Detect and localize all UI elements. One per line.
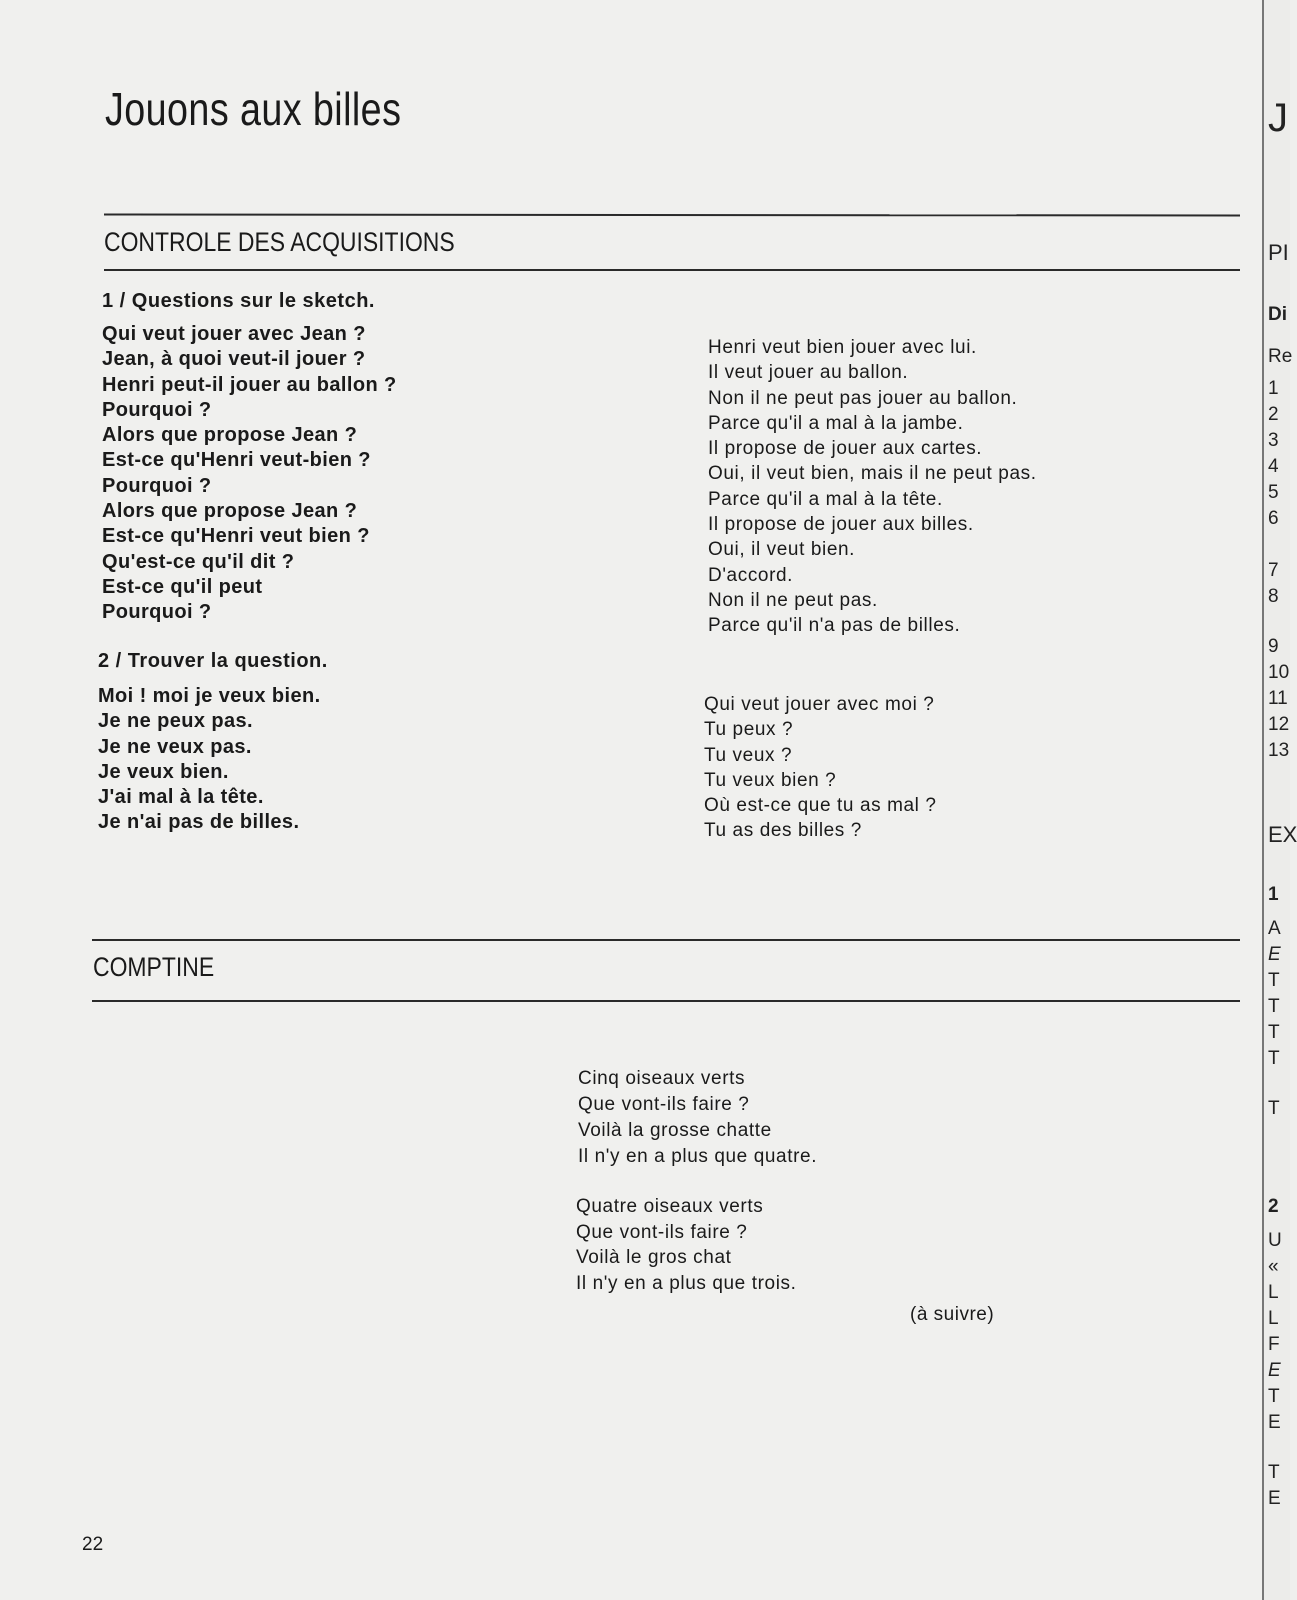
statement-line: Je n'ai pas de billes. <box>98 811 300 834</box>
exercise-1-heading: 1 / Questions sur le sketch. <box>102 290 375 312</box>
answer-line: Il propose de jouer aux cartes. <box>708 438 983 460</box>
question-line: Est-ce qu'Henri veut-bien ? <box>102 449 371 472</box>
facing-page-edge <box>1262 0 1297 1600</box>
poem-line: Il n'y en a plus que trois. <box>576 1272 797 1294</box>
edge-text: U <box>1268 1230 1282 1251</box>
edge-text: 3 <box>1268 430 1279 451</box>
question-line: Qui veut jouer avec moi ? <box>704 694 935 715</box>
poem-line: Cinq oiseaux verts <box>578 1068 746 1089</box>
edge-text: 4 <box>1268 456 1279 477</box>
edge-text: 9 <box>1268 636 1279 657</box>
section-heading-comptine: COMPTINE <box>93 952 215 982</box>
edge-text: 2 <box>1268 1196 1279 1217</box>
question-line: Est-ce qu'Henri veut bien ? <box>102 525 370 548</box>
edge-text: L <box>1268 1308 1279 1329</box>
exercise-2-questions <box>704 692 937 844</box>
question-line: Pourquoi ? <box>102 601 212 624</box>
edge-text: J <box>1268 96 1288 140</box>
edge-text: 2 <box>1268 404 1279 425</box>
edge-text: T <box>1268 1098 1280 1119</box>
edge-text: T <box>1268 970 1280 991</box>
comptine-rule-bottom <box>92 1000 1240 1002</box>
edge-text: E <box>1268 1360 1281 1381</box>
answer-line: Non il ne peut pas jouer au ballon. <box>708 387 1018 409</box>
answer-line: Oui, il veut bien. <box>708 539 856 561</box>
answer-line: Parce qu'il a mal à la jambe. <box>708 412 964 434</box>
edge-text: L <box>1268 1282 1279 1303</box>
question-line: Jean, à quoi veut-il jouer ? <box>102 348 366 371</box>
section-rule-top <box>104 214 1240 217</box>
edge-text: T <box>1268 1048 1280 1069</box>
edge-text: T <box>1268 1386 1280 1407</box>
page-number: 22 <box>82 1534 104 1555</box>
question-line: Pourquoi ? <box>102 398 212 421</box>
edge-text: EX <box>1268 822 1297 847</box>
poem-line: Que vont-ils faire ? <box>576 1221 748 1243</box>
question-line: Pourquoi ? <box>102 474 212 497</box>
statement-line: J'ai mal à la tête. <box>98 786 264 809</box>
edge-text: 10 <box>1268 662 1290 683</box>
poem-line: Voilà le gros chat <box>576 1247 732 1268</box>
answer-line: D'accord. <box>708 564 794 586</box>
question-line: Où est-ce que tu as mal ? <box>704 795 937 817</box>
edge-text: 11 <box>1268 688 1288 709</box>
answer-line: Parce qu'il a mal à la tête. <box>708 488 943 510</box>
comptine-stanza-1 <box>578 1066 817 1170</box>
answer-line: Oui, il veut bien, mais il ne peut pas. <box>708 463 1037 485</box>
question-line: Tu as des billes ? <box>704 820 862 842</box>
edge-text: T <box>1268 996 1280 1017</box>
section-heading-controle: CONTROLE DES ACQUISITIONS <box>104 227 455 257</box>
statement-line: Moi ! moi je veux bien. <box>98 685 321 707</box>
question-line: Qui veut jouer avec Jean ? <box>102 323 366 345</box>
edge-text: Re <box>1268 346 1293 367</box>
question-line: Alors que propose Jean ? <box>102 500 358 523</box>
edge-text: 7 <box>1268 560 1279 581</box>
statement-line: Je ne veux pas. <box>98 735 252 758</box>
poem-line: Quatre oiseaux verts <box>576 1196 764 1217</box>
edge-text: 13 <box>1268 740 1290 761</box>
statement-line: Je veux bien. <box>98 760 229 783</box>
question-line: Tu peux ? <box>704 719 794 741</box>
question-line: Tu veux ? <box>704 744 793 766</box>
comptine-rule-top <box>92 939 1240 941</box>
answer-line: Il veut jouer au ballon. <box>708 362 909 384</box>
edge-text: E <box>1268 1488 1281 1509</box>
edge-text: Di <box>1268 304 1287 325</box>
comptine-stanza-2 <box>576 1194 797 1296</box>
answer-line: Il propose de jouer aux billes. <box>708 514 974 536</box>
edge-text: A <box>1268 918 1281 939</box>
edge-text: « <box>1268 1256 1279 1277</box>
answer-line: Henri veut bien jouer avec lui. <box>708 337 977 358</box>
poem-line: Voilà la grosse chatte <box>578 1120 772 1141</box>
edge-text: F <box>1268 1334 1280 1355</box>
edge-text: 6 <box>1268 508 1279 529</box>
question-line: Henri peut-il jouer au ballon ? <box>102 373 397 396</box>
question-line: Alors que propose Jean ? <box>102 424 358 447</box>
edge-text: 8 <box>1268 586 1279 607</box>
question-line: Qu'est-ce qu'il dit ? <box>102 550 295 573</box>
edge-text: 12 <box>1268 714 1290 735</box>
edge-text: PI <box>1268 240 1289 265</box>
edge-text: E <box>1268 1412 1281 1433</box>
edge-text: 5 <box>1268 482 1279 503</box>
to-be-continued: (à suivre) <box>910 1304 995 1325</box>
exercise-2-heading: 2 / Trouver la question. <box>98 650 328 672</box>
edge-text: T <box>1268 1022 1280 1043</box>
page-title: Jouons aux billes <box>105 83 402 135</box>
poem-line: Que vont-ils faire ? <box>578 1094 750 1115</box>
answer-line: Parce qu'il n'a pas de billes. <box>708 615 961 637</box>
exercise-1-questions <box>102 322 397 626</box>
question-line: Tu veux bien ? <box>704 769 837 791</box>
edge-text: T <box>1268 1462 1280 1483</box>
statement-line: Je ne peux pas. <box>98 710 253 733</box>
edge-text: 1 <box>1268 378 1279 399</box>
exercise-1-answers <box>708 335 1037 639</box>
exercise-2-statements <box>98 684 321 836</box>
question-line: Est-ce qu'il peut <box>102 575 263 598</box>
poem-line: Il n'y en a plus que quatre. <box>578 1146 818 1167</box>
section-rule-bottom <box>104 269 1240 271</box>
answer-line: Non il ne peut pas. <box>708 589 878 611</box>
edge-text: E <box>1268 944 1281 965</box>
edge-text: 1 <box>1268 884 1279 905</box>
